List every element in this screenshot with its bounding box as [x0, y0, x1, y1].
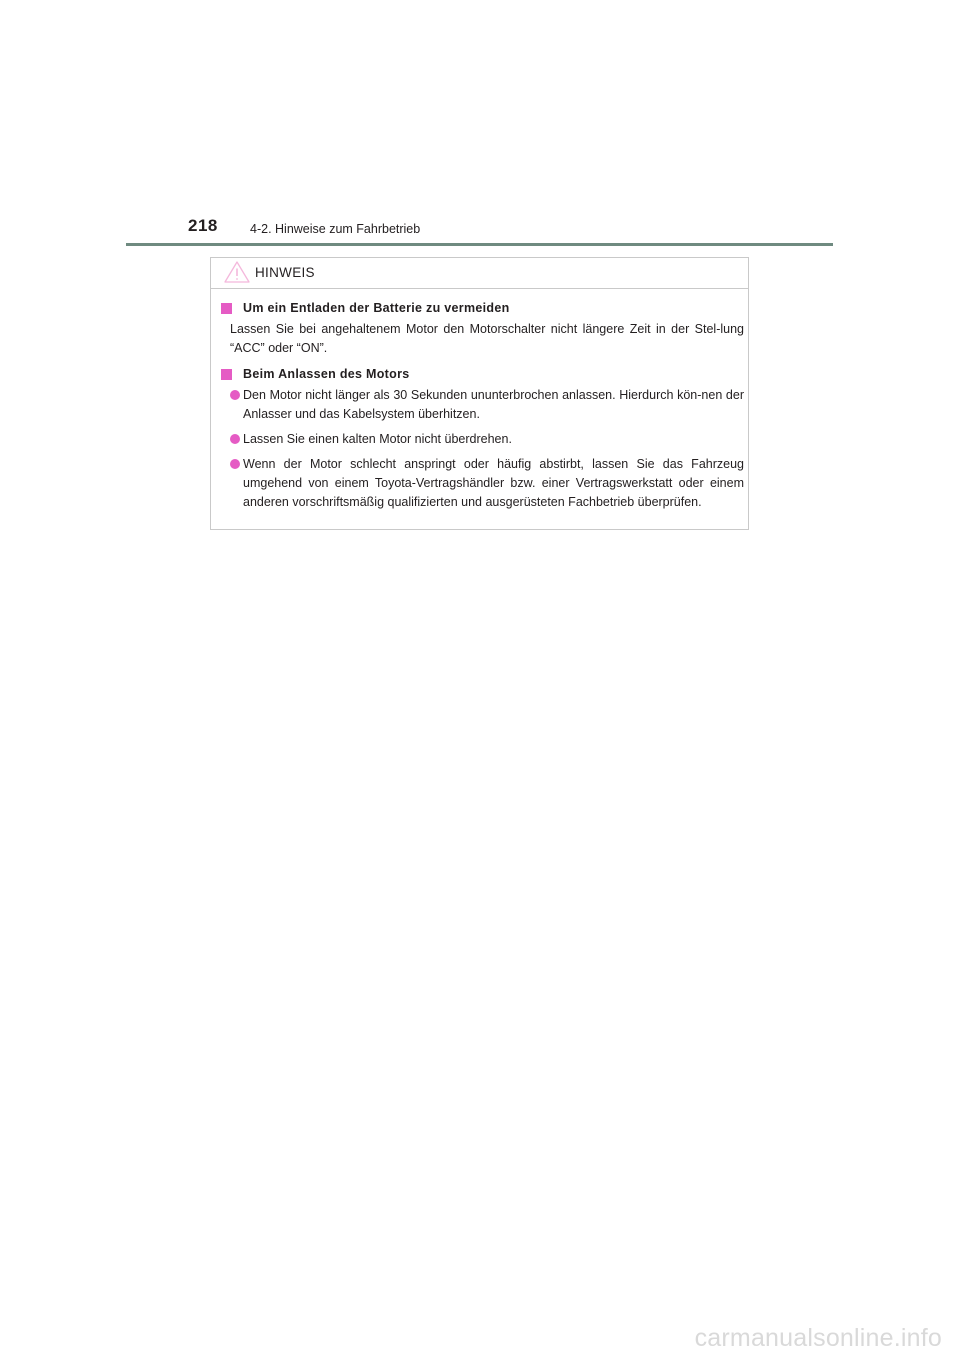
- watermark: carmanualsonline.info: [694, 1324, 942, 1352]
- list-item: [217, 430, 744, 449]
- notice-body: [217, 299, 744, 512]
- section-heading-battery: [217, 299, 744, 318]
- section-title: 4-2. Hinweise zum Fahrbetrieb: [250, 222, 421, 236]
- list-item-text: Lassen Sie einen kalten Motor nicht überdrehen.: [243, 432, 512, 446]
- section-heading-text: Um ein Entladen der Batterie zu vermeiden: [243, 301, 510, 315]
- list-item: [217, 455, 744, 512]
- round-bullet-icon: [230, 434, 240, 444]
- header-rule: [126, 243, 833, 246]
- round-bullet-icon: [230, 459, 240, 469]
- section-heading-starting: [217, 365, 744, 384]
- notice-header: [211, 258, 748, 289]
- round-bullet-icon: [230, 390, 240, 400]
- square-bullet-icon: [221, 303, 232, 314]
- notice-label: HINWEIS: [255, 265, 315, 280]
- square-bullet-icon: [221, 369, 232, 380]
- page-header: [188, 216, 748, 242]
- warning-triangle-icon: [224, 261, 250, 283]
- notice-box: [210, 257, 749, 530]
- list-item-text: Wenn der Motor schlecht anspringt oder häufig abstirbt, lassen Sie das Fahrzeug umgehend von einem Toyota-Vertragshändler bzw. einer Vertragswerkstatt oder einem anderen vorschriftsmäßig qualifizierten und ausgerüsteten Fachbetrieb überprüfen.: [243, 457, 744, 509]
- list-item-text: Den Motor nicht länger als 30 Sekunden ununterbrochen anlassen. Hierdurch kön-nen der Anlasser und das Kabelsystem überhitzen.: [243, 388, 744, 421]
- page-number: 218: [188, 216, 218, 235]
- section-heading-text: Beim Anlassen des Motors: [243, 367, 410, 381]
- list-item: [217, 386, 744, 424]
- section-paragraph-battery: Lassen Sie bei angehaltenem Motor den Motorschalter nicht längere Zeit in der Stel-lung “ACC” oder “ON”.: [230, 322, 744, 355]
